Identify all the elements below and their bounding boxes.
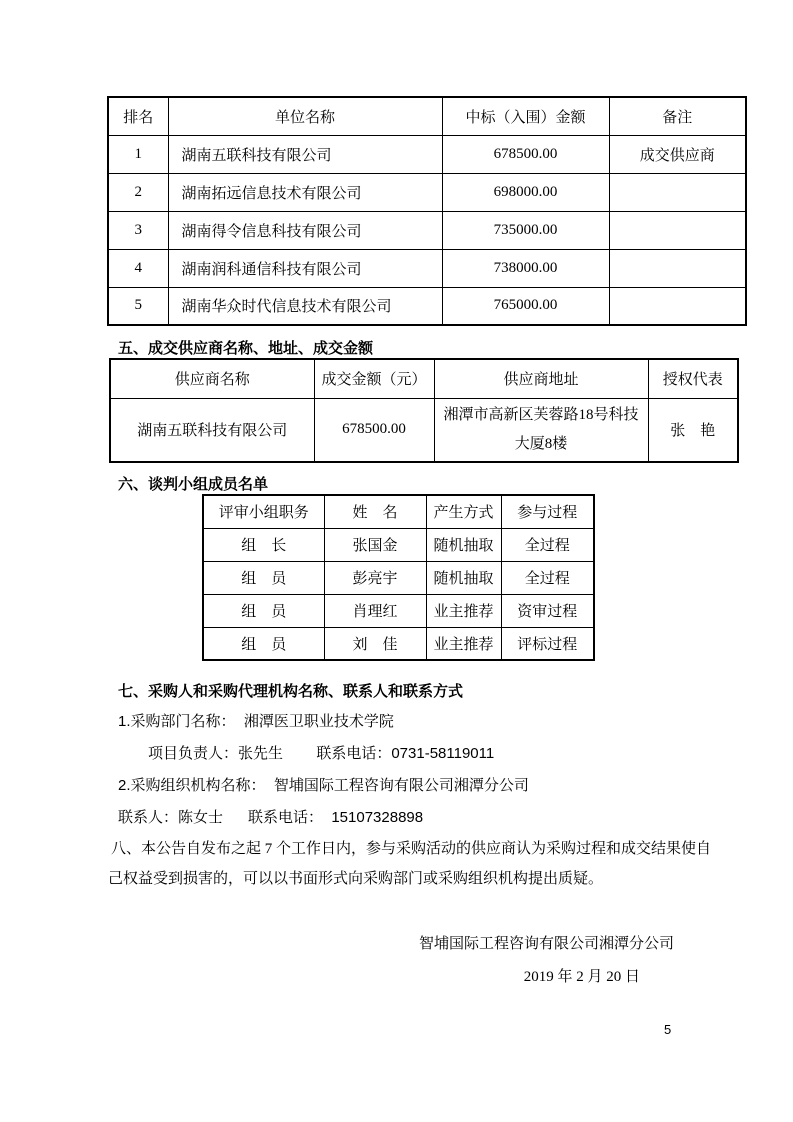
objection-notice-line1: 八、本公告自发布之起 7 个工作日内，参与采购活动的供应商认为采购过程和成交结果使自 xyxy=(111,841,712,857)
ranking-row xyxy=(108,173,746,211)
process-cell: 评标过程 xyxy=(501,627,594,660)
announcement-date: 2019 年 2 月 20 日 xyxy=(523,969,640,985)
role-cell: 组 员 xyxy=(203,594,324,627)
ranking-header-row xyxy=(108,97,746,135)
ranking-table xyxy=(107,96,747,326)
ranking-row xyxy=(108,211,746,249)
company-header: 单位名称 xyxy=(168,97,442,135)
note-cell: 成交供应商 xyxy=(609,135,746,173)
deal-amount-cell: 678500.00 xyxy=(314,398,434,462)
rank-header: 排名 xyxy=(108,97,168,135)
page-number: 5 xyxy=(664,1022,672,1037)
signature-company: 智埔国际工程咨询有限公司湘潭分公司 xyxy=(418,936,674,952)
company-cell: 湖南拓远信息技术有限公司 xyxy=(168,173,442,211)
winner-header-row xyxy=(110,359,738,398)
method-cell: 随机抽取 xyxy=(426,561,501,594)
amount-header: 中标（入围）金额 xyxy=(442,97,609,135)
panel-row xyxy=(203,594,594,627)
amount-cell: 678500.00 xyxy=(442,135,609,173)
process-cell: 全过程 xyxy=(501,528,594,561)
winner-row xyxy=(110,398,738,462)
company-cell: 湖南润科通信科技有限公司 xyxy=(168,249,442,287)
winner-table xyxy=(109,358,739,463)
panel-row xyxy=(203,561,594,594)
amount-cell: 765000.00 xyxy=(442,287,609,325)
project-contact-line: 项目负责人：张先生 联系电话：0731-58119011 xyxy=(148,745,495,762)
rank-cell: 2 xyxy=(108,173,168,211)
name-cell: 刘 佳 xyxy=(324,627,426,660)
section6-title: 六、谈判小组成员名单 xyxy=(118,476,269,493)
role-header: 评审小组职务 xyxy=(203,495,324,528)
role-cell: 组 员 xyxy=(203,627,324,660)
rank-cell: 5 xyxy=(108,287,168,325)
agency-contact-line: 联系人：陈女士 联系电话： 15107328898 xyxy=(118,809,424,826)
process-cell: 全过程 xyxy=(501,561,594,594)
panel-table xyxy=(202,494,595,661)
supplier-address-cell: 湘潭市高新区芙蓉路18号科技大厦8楼 xyxy=(434,398,648,462)
rank-cell: 4 xyxy=(108,249,168,287)
deal-amount-header: 成交金额（元） xyxy=(314,359,434,398)
panel-header-row xyxy=(203,495,594,528)
amount-cell: 738000.00 xyxy=(442,249,609,287)
name-header: 姓 名 xyxy=(324,495,426,528)
method-cell: 业主推荐 xyxy=(426,627,501,660)
role-cell: 组 员 xyxy=(203,561,324,594)
rank-cell: 3 xyxy=(108,211,168,249)
method-cell: 业主推荐 xyxy=(426,594,501,627)
company-cell: 湖南五联科技有限公司 xyxy=(168,135,442,173)
role-cell: 组 长 xyxy=(203,528,324,561)
note-cell xyxy=(609,287,746,325)
ranking-row xyxy=(108,249,746,287)
section7-title: 七、采购人和采购代理机构名称、联系人和联系方式 xyxy=(118,683,464,700)
section5-title: 五、成交供应商名称、地址、成交金额 xyxy=(118,340,374,357)
note-cell xyxy=(609,173,746,211)
amount-cell: 735000.00 xyxy=(442,211,609,249)
name-cell: 肖理红 xyxy=(324,594,426,627)
representative-cell: 张 艳 xyxy=(648,398,738,462)
process-cell: 资审过程 xyxy=(501,594,594,627)
company-cell: 湖南华众时代信息技术有限公司 xyxy=(168,287,442,325)
representative-header: 授权代表 xyxy=(648,359,738,398)
name-cell: 张国金 xyxy=(324,528,426,561)
note-cell xyxy=(609,249,746,287)
ranking-row xyxy=(108,135,746,173)
method-cell: 随机抽取 xyxy=(426,528,501,561)
name-cell: 彭亮宇 xyxy=(324,561,426,594)
panel-row xyxy=(203,627,594,660)
objection-notice-line2: 己权益受到损害的，可以以书面形式向采购部门或采购组织机构提出质疑。 xyxy=(108,871,604,887)
method-header: 产生方式 xyxy=(426,495,501,528)
process-header: 参与过程 xyxy=(501,495,594,528)
amount-cell: 698000.00 xyxy=(442,173,609,211)
agency-name-line: 2.采购组织机构名称： 智埔国际工程咨询有限公司湘潭分公司 xyxy=(118,777,529,794)
purchase-department-line: 1.采购部门名称： 湘潭医卫职业技术学院 xyxy=(118,713,394,730)
note-header: 备注 xyxy=(609,97,746,135)
supplier-name-header: 供应商名称 xyxy=(110,359,314,398)
ranking-row xyxy=(108,287,746,325)
note-cell xyxy=(609,211,746,249)
company-cell: 湖南得令信息科技有限公司 xyxy=(168,211,442,249)
rank-cell: 1 xyxy=(108,135,168,173)
panel-row xyxy=(203,528,594,561)
supplier-name-cell: 湖南五联科技有限公司 xyxy=(110,398,314,462)
supplier-address-header: 供应商地址 xyxy=(434,359,648,398)
